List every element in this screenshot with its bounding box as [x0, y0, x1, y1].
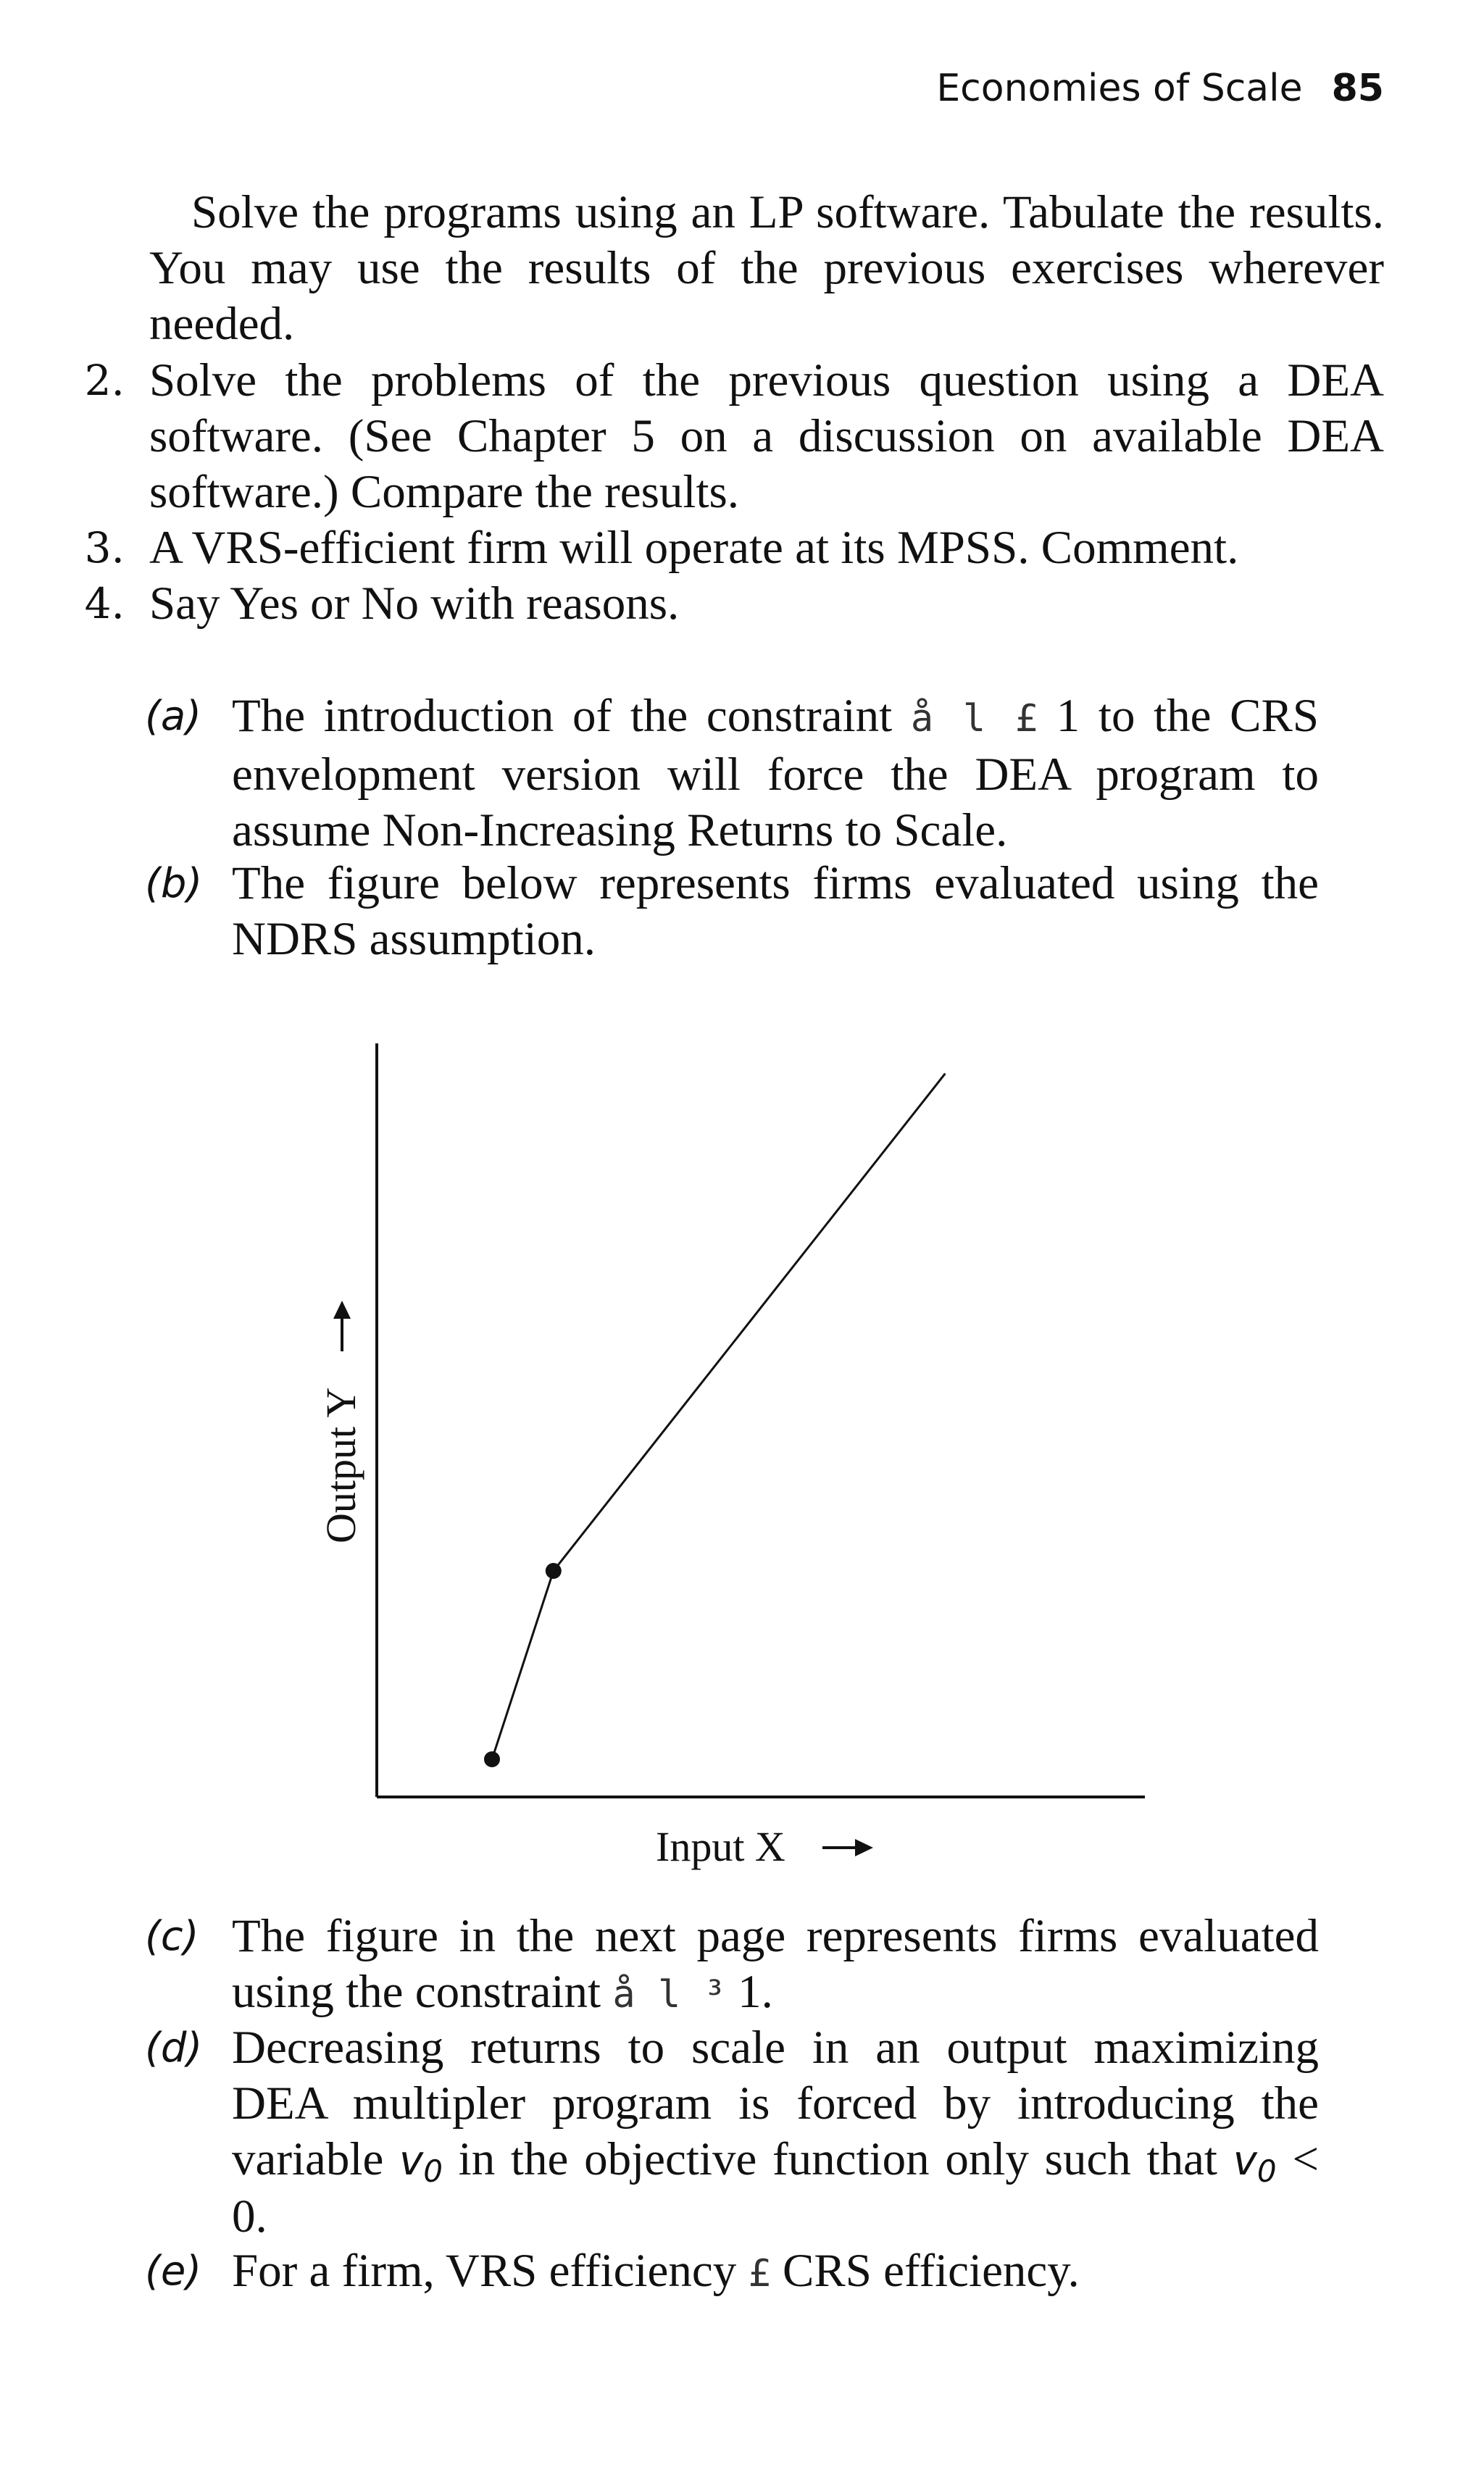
intro-paragraph: Solve the programs using an LP software. Tabulate the results. You may use the results of the previous exercises wherever needed. [149, 186, 1384, 350]
ndrs-frontier-chart [290, 1014, 1159, 1906]
text-run: The introduction of the constraint [232, 690, 911, 742]
x-axis-label: Input X [656, 1823, 785, 1870]
variable-subscript: 0 [423, 2153, 443, 2189]
running-header [936, 67, 1384, 110]
y-axis-arrow-icon [333, 1301, 351, 1351]
text-run: 1. [725, 1966, 773, 2018]
constraint-symbol: å l £ [910, 697, 1038, 741]
series-layer [492, 1074, 945, 1759]
text-run: in the objective function only such that [442, 2133, 1233, 2185]
question-text: A VRS-efficient firm will operate at its MPSS. Comment. [149, 522, 1239, 574]
question-number: 3. [84, 523, 125, 572]
y-axis-label: Output Y [317, 1387, 364, 1543]
question-text: Solve the problems of the previous question using a DEA software. (See Chapter 5 on a discussion on available DEA software.) Compare the results. [149, 354, 1384, 518]
subitem-text [232, 1909, 1319, 2023]
firm-point-0 [484, 1751, 500, 1767]
variable-symbol: v [399, 2138, 424, 2185]
variable-v0 [399, 2138, 443, 2189]
running-title: Economies of Scale [936, 67, 1303, 110]
firm-point-1 [546, 1563, 562, 1579]
x-axis-label-group [656, 1823, 873, 1870]
text-run: < 0. [232, 2133, 1319, 2243]
variable-v0 [1233, 2138, 1277, 2189]
frontier-line-0 [492, 1074, 945, 1759]
subitem-text [232, 2020, 1319, 2245]
inequality-symbol: £ [748, 2252, 771, 2295]
constraint-symbol: å l ³ [612, 1973, 726, 2017]
subitem-label: (c) [145, 1913, 199, 1960]
subitem-label: (d) [145, 2024, 203, 2072]
subitem-text [232, 688, 1319, 859]
y-axis-label-group [317, 1301, 364, 1543]
question-number: 4. [84, 579, 125, 628]
subitem-text [232, 2243, 1319, 2302]
variable-subscript: 0 [1256, 2153, 1277, 2189]
subitem-label: (b) [145, 860, 203, 907]
text-run: 1 to the CRS envelopment version will force the DEA program to assume Non-Increasing Returns to Scale. [232, 690, 1319, 856]
variable-symbol: v [1233, 2138, 1257, 2185]
text-run: CRS efficiency. [770, 2245, 1080, 2297]
text-run: For a firm, VRS efficiency [232, 2245, 749, 2297]
question-text: Say Yes or No with reasons. [149, 577, 680, 630]
subitem-text: The figure below represents firms evaluated using the NDRS assumption. [232, 857, 1319, 965]
text-run: The figure in the next page represents firms evaluated using the constraint [232, 1910, 1319, 2018]
page-number: 85 [1331, 67, 1384, 110]
text-run: Decreasing returns to scale in an output maximizing DEA multipler program is forced by introducing the variable [232, 2022, 1319, 2185]
subitem-label: (e) [145, 2248, 202, 2295]
x-axis-arrow-icon [822, 1839, 873, 1856]
subitem-label: (a) [145, 693, 202, 740]
question-number: 2. [84, 356, 125, 405]
